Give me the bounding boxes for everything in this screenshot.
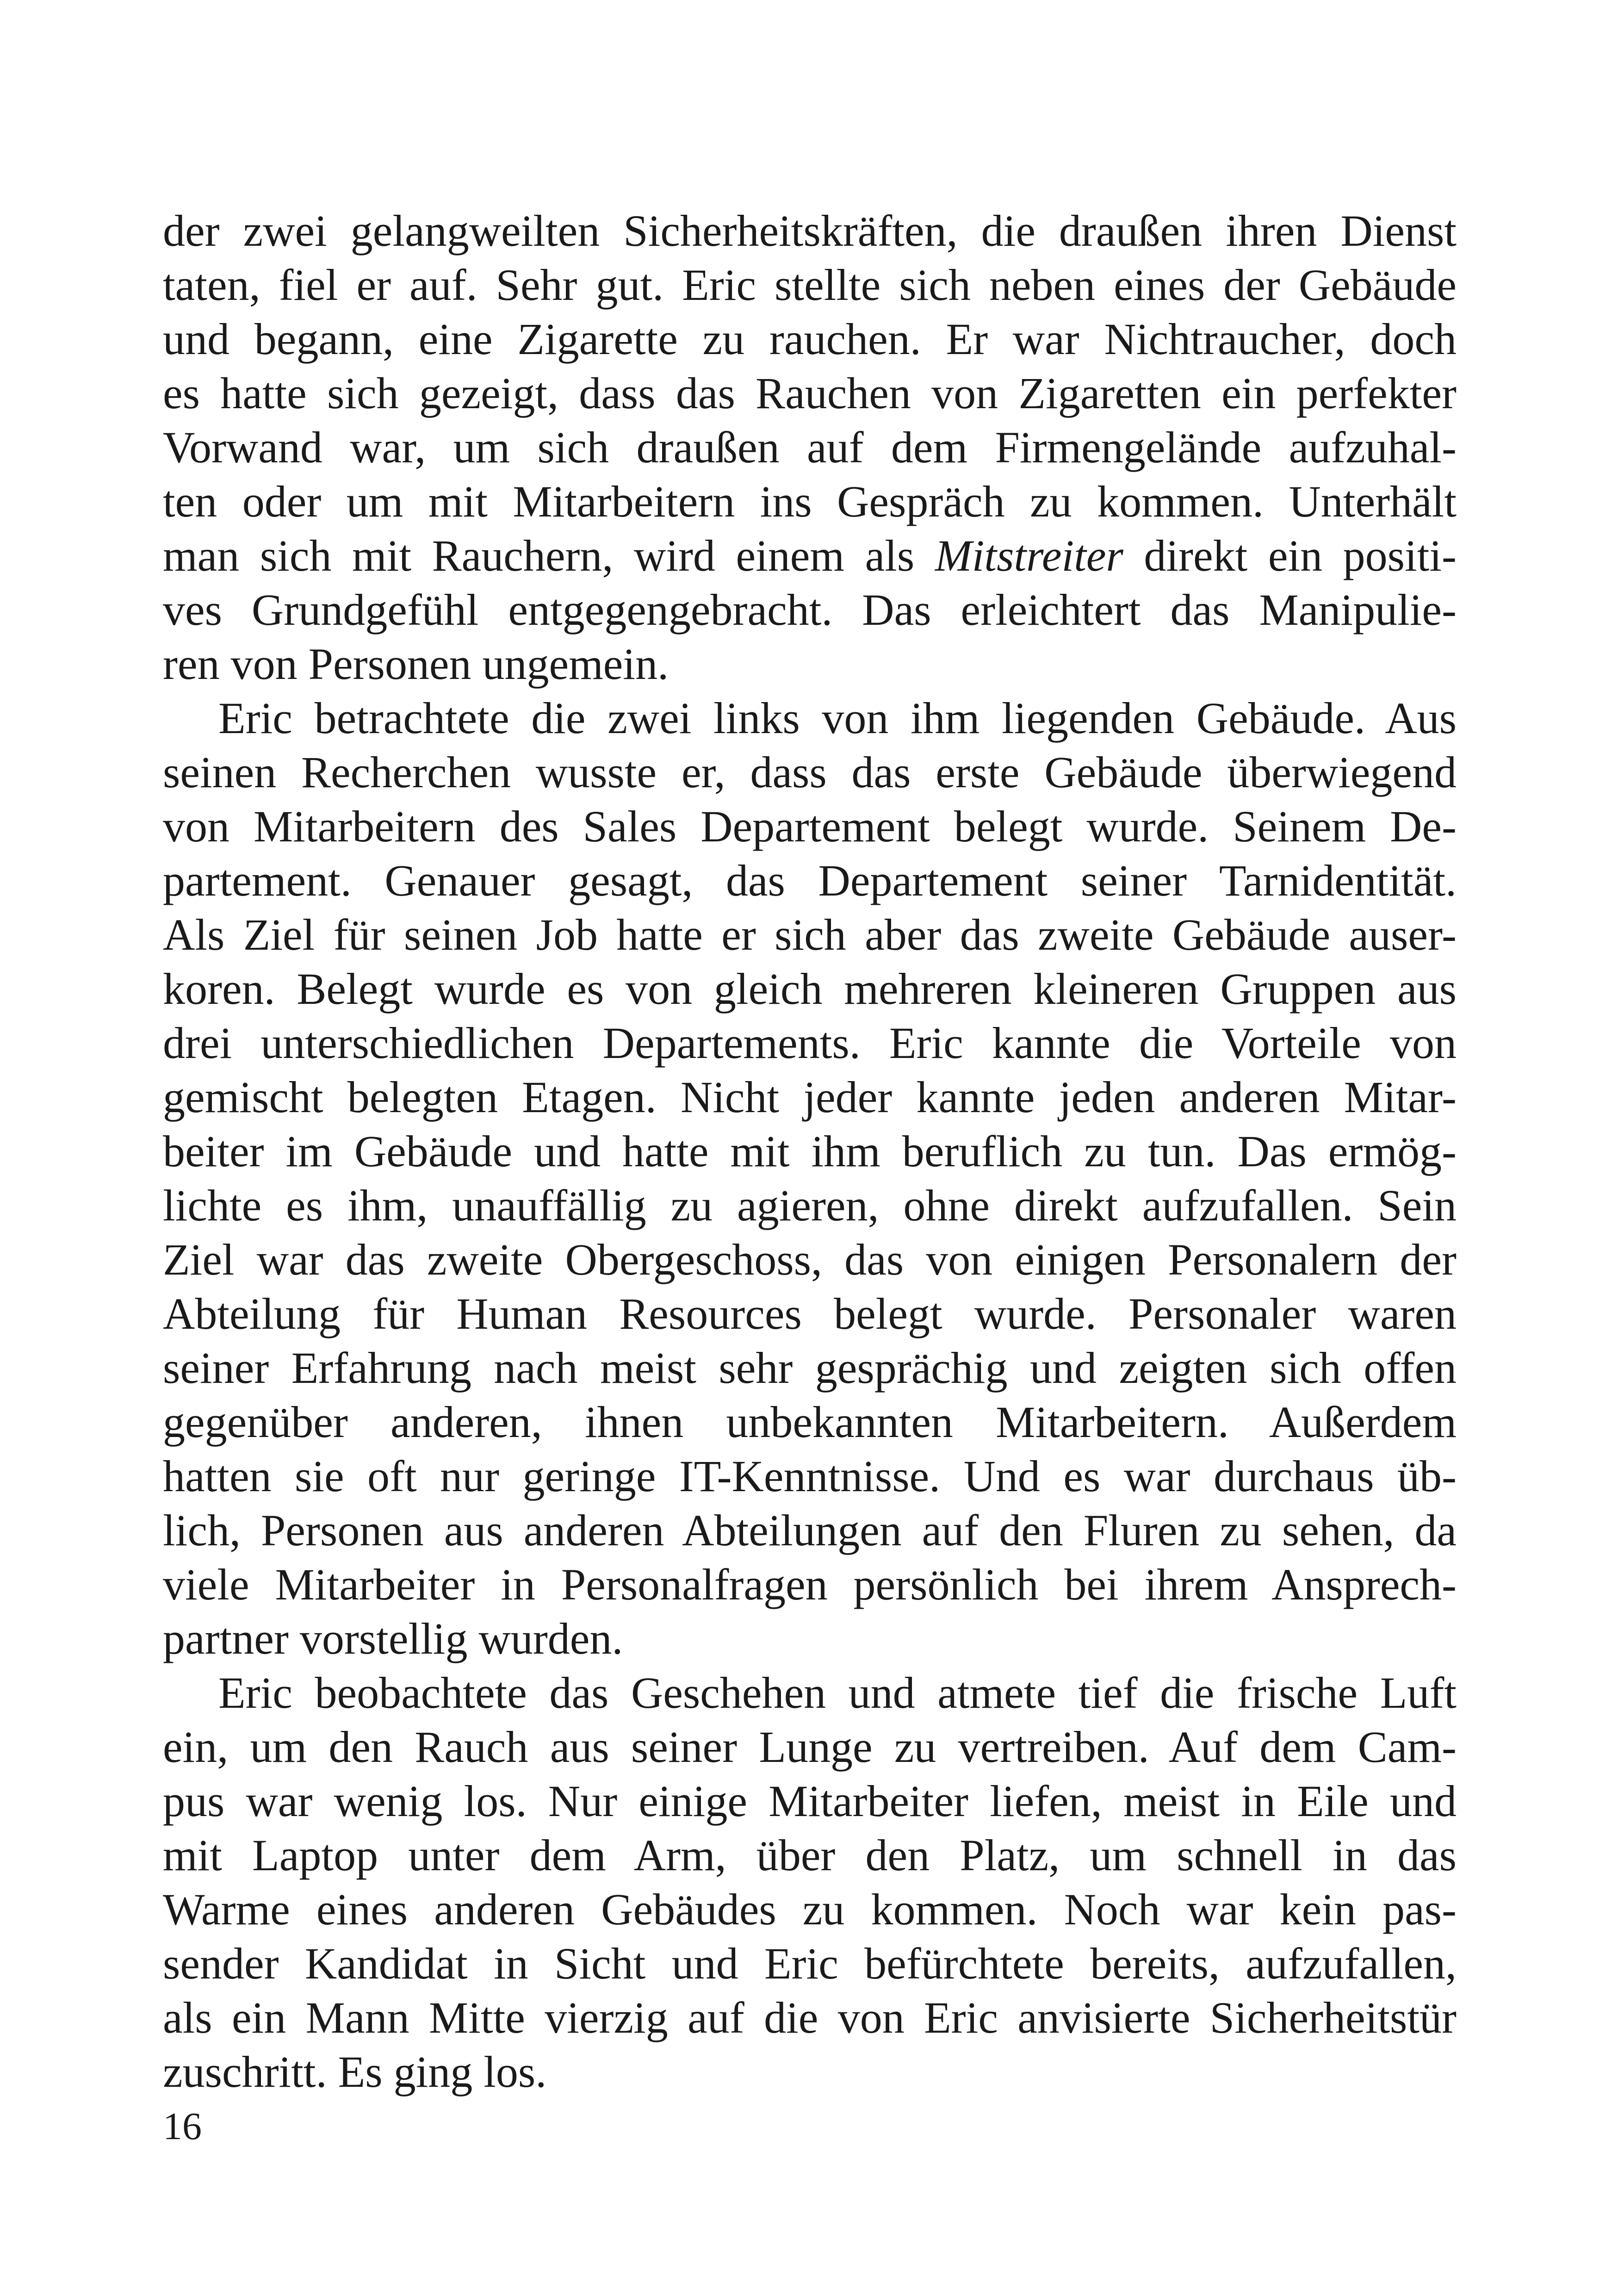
text-line: sender Kandidat in Sicht und Eric befürchtete bereits, aufzufallen, <box>163 1939 1457 1988</box>
text-line: und begann, eine Zigarette zu rauchen. Er war Nichtraucher, doch <box>163 314 1457 364</box>
text-line: Abteilung für Human Resources belegt wurde. Personaler waren <box>163 1289 1457 1338</box>
text-line: Als Ziel für seinen Job hatte er sich aber das zweite Gebäude auser- <box>163 910 1457 959</box>
paragraph <box>163 1666 1457 2099</box>
text-line: Warme eines anderen Gebäudes zu kommen. Noch war kein pas- <box>163 1885 1457 1934</box>
text-line: koren. Belegt wurde es von gleich mehreren kleineren Gruppen aus <box>163 964 1457 1014</box>
text-line: von Mitarbeitern des Sales Departement belegt wurde. Seinem De- <box>163 802 1457 851</box>
text-line: ves Grundgefühl entgegengebracht. Das erleichtert das Manipulie- <box>163 585 1457 635</box>
paragraph <box>163 204 1457 691</box>
text-line: Eric beobachtete das Geschehen und atmete tief die frische Luft <box>218 1668 1457 1717</box>
text-line: es hatte sich gezeigt, dass das Rauchen von Zigaretten ein perfekter <box>163 368 1457 418</box>
page-number: 16 <box>163 2105 202 2148</box>
text-line: Eric betrachtete die zwei links von ihm liegenden Gebäude. Aus <box>218 693 1457 743</box>
text-line: gemischt belegten Etagen. Nicht jeder kannte jeden anderen Mitar- <box>163 1072 1457 1122</box>
text-line: als ein Mann Mitte vierzig auf die von Eric anvisierte Sicherheitstür <box>163 1993 1457 2042</box>
text-line: hatten sie oft nur geringe IT-Kenntnisse. Und es war durchaus üb- <box>163 1451 1457 1501</box>
text-line: ren von Personen ungemein. <box>163 639 669 689</box>
text-line: ein, um den Rauch aus seiner Lunge zu vertreiben. Auf dem Cam- <box>163 1722 1457 1772</box>
text-line: ten oder um mit Mitarbeitern ins Gespräch zu kommen. Unterhält <box>163 477 1457 526</box>
text-line: drei unterschiedlichen Departements. Eric kannte die Vorteile von <box>163 1018 1457 1068</box>
text-line: der zwei gelangweilten Sicherheitskräften, die draußen ihren Dienst <box>163 206 1457 255</box>
text-line: pus war wenig los. Nur einige Mitarbeiter liefen, meist in Eile und <box>163 1776 1457 1826</box>
text-line: partner vorstellig wurden. <box>163 1614 623 1663</box>
text-line: lich, Personen aus anderen Abteilungen auf den Fluren zu sehen, da <box>163 1506 1457 1555</box>
text-line: partement. Genauer gesagt, das Departement seiner Tarnidentität. <box>163 856 1457 905</box>
body-text <box>163 204 1457 2099</box>
text-line: seinen Recherchen wusste er, dass das erste Gebäude überwiegend <box>163 747 1457 797</box>
text-line: Ziel war das zweite Obergeschoss, das von einigen Personalern der <box>163 1235 1457 1284</box>
text-line: seiner Erfahrung nach meist sehr gesprächig und zeigten sich offen <box>163 1343 1457 1393</box>
emphasis-text: Mitstreiter <box>935 531 1123 580</box>
text-line: gegenüber anderen, ihnen unbekannten Mitarbeitern. Außerdem <box>163 1397 1457 1447</box>
text-line: taten, fiel er auf. Sehr gut. Eric stellte sich neben eines der Gebäude <box>163 260 1457 310</box>
text-line: viele Mitarbeiter in Personalfragen persönlich bei ihrem Ansprech- <box>163 1560 1457 1609</box>
text-line: beiter im Gebäude und hatte mit ihm beruflich zu tun. Das ermög- <box>163 1126 1457 1176</box>
paragraph <box>163 691 1457 1666</box>
text-line: lichte es ihm, unauffällig zu agieren, ohne direkt aufzufallen. Sein <box>163 1181 1457 1230</box>
text-line: zuschritt. Es ging los. <box>163 2047 547 2097</box>
text-line: man sich mit Rauchern, wird einem als Mitstreiter direkt ein positi- <box>163 531 1457 580</box>
text-line: Vorwand war, um sich draußen auf dem Firmengelände aufzuhal- <box>163 423 1457 472</box>
text-line: mit Laptop unter dem Arm, über den Platz, um schnell in das <box>163 1830 1457 1880</box>
